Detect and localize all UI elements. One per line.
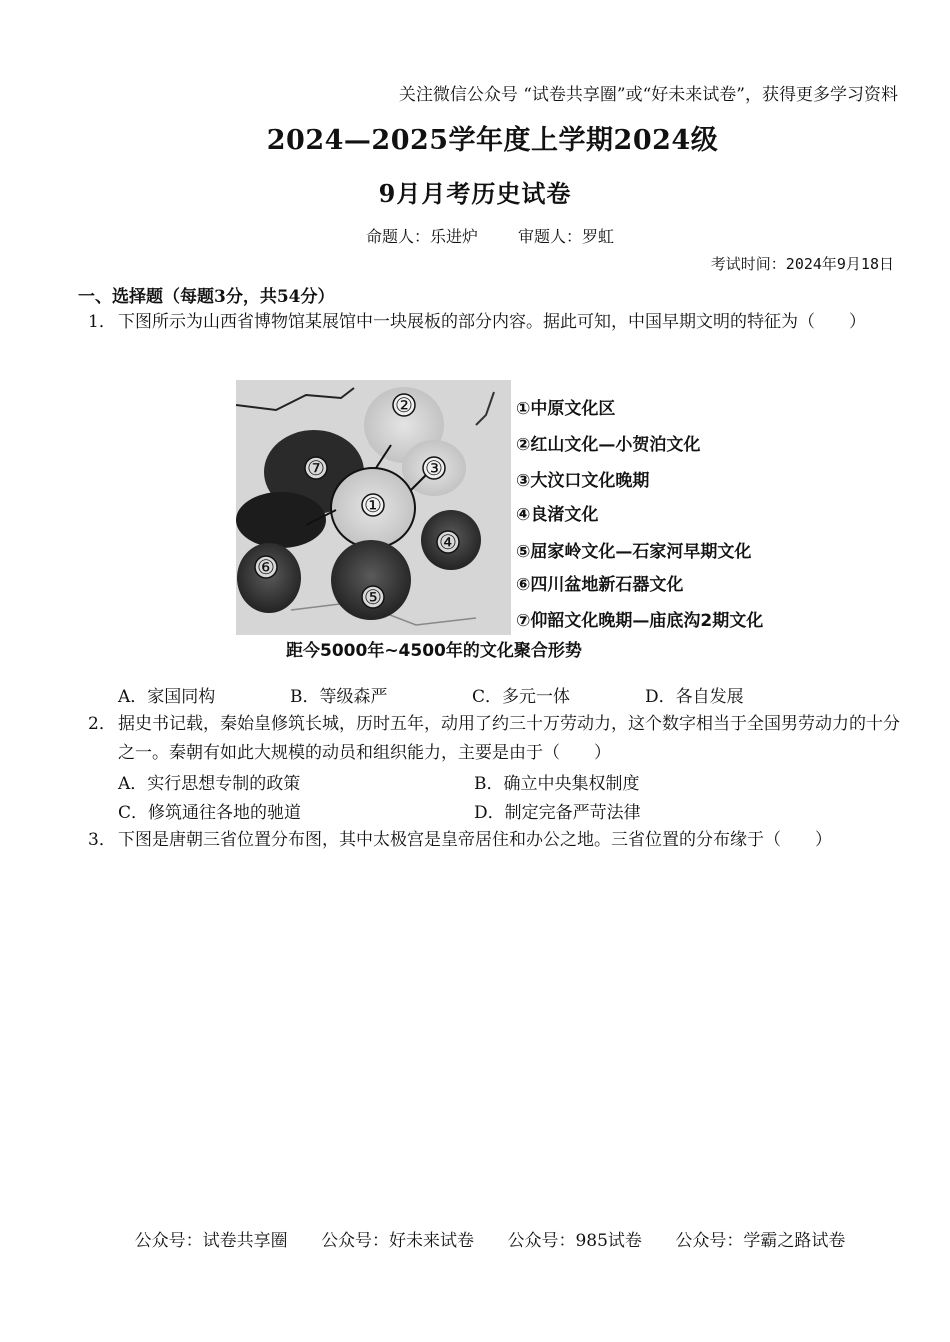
exam-time: 考试时间：2024年9月18日 [710,255,894,273]
question-number: 3． [88,830,116,850]
section-title: 一、选择题（每题3分，共54分） [78,287,335,307]
legend-item-7: ⑦仰韶文化晚期—庙底沟2期文化 [516,611,764,631]
q2-option-b[interactable]: B．确立中央集权制度 [474,774,640,794]
footer-item-3: 公众号：985试卷 [507,1231,642,1251]
promo-banner: 关注微信公众号 “试卷共享圈”或“好未来试卷”，获得更多学习资料 [398,85,898,105]
exam-title-line1: 2024—2025学年度上学期2024级 [266,125,719,156]
legend-item-3: ③大汶口文化晚期 [516,471,650,491]
legend-item-5: ⑤屈家岭文化—石家河早期文化 [516,542,752,562]
question-text: 下图所示为山西省博物馆某展馆中一块展板的部分内容。据此可知，中国早期文明的特征为（ ） [118,312,866,332]
question-number: 1． [88,312,116,332]
question-reviewer: 审题人：罗虹 [518,227,615,246]
marker-7: ⑦ [307,456,325,480]
footer-item-4: 公众号：学霸之路试卷 [675,1231,846,1251]
culture-map-figure [236,380,836,665]
footer-item-1: 公众号：试卷共享圈 [134,1231,288,1251]
q1-option-b[interactable]: B．等级森严 [290,687,388,707]
question-number: 2． [88,714,116,734]
legend-item-6: ⑥四川盆地新石器文化 [516,575,684,595]
question-text: 据史书记载，秦始皇修筑长城，历时五年，动用了约三十万劳动力，这个数字相当于全国男劳动力的十分之一。秦朝有如此大规模的动员和组织能力，主要是由于（ ） [118,714,900,763]
footer [0,1226,950,1251]
marker-5: ⑤ [364,585,382,609]
marker-4: ④ [439,530,457,554]
marker-3: ③ [425,456,443,480]
legend-item-2: ②红山文化—小贺泊文化 [516,435,701,455]
footer-item-2: 公众号：好未来试卷 [321,1231,475,1251]
question-setter: 命题人：乐进炉 [365,227,478,246]
q1-option-a[interactable]: A．家国同构 [118,687,216,707]
question-text: 下图是唐朝三省位置分布图，其中太极宫是皇帝居住和办公之地。三省位置的分布缘于（ ） [118,830,832,850]
exam-title-line2: 9月月考历史试卷 [378,179,572,208]
region-west [236,492,326,548]
marker-2: ② [395,393,413,417]
marker-6: ⑥ [257,555,275,579]
q2-option-d[interactable]: D．制定完备严苛法律 [474,803,641,823]
legend-item-4: ④良渚文化 [516,505,599,525]
q1-option-d[interactable]: D．各自发展 [645,687,744,707]
map-caption: 距今5000年~4500年的文化聚合形势 [286,641,582,661]
marker-1: ① [364,493,382,517]
q2-option-a[interactable]: A．实行思想专制的政策 [118,774,301,794]
legend-item-1: ①中原文化区 [516,399,616,419]
authors-line [0,224,950,247]
q1-option-c[interactable]: C．多元一体 [472,687,571,707]
q2-option-c[interactable]: C．修筑通往各地的驰道 [118,803,302,823]
